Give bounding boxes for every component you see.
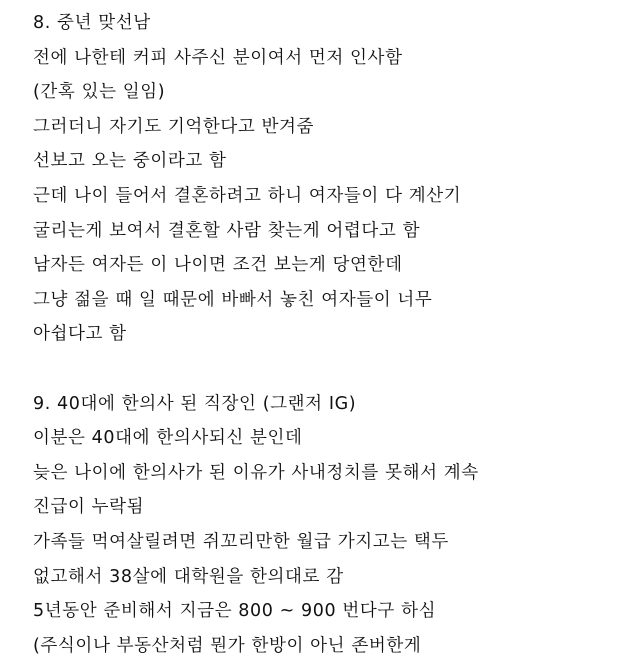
section-8-heading: 8. 중년 맞선남: [33, 13, 151, 33]
section-spacer: [33, 352, 633, 387]
text-line: 남자든 여자든 이 나이면 조건 보는게 당연한데: [33, 255, 403, 276]
text-line: 없고해서 38살에 대학원을 한의대로 감: [33, 566, 344, 587]
section-8: [33, 6, 633, 352]
text-line: 그냥 젊을 때 일 때문에 바빠서 놓친 여자들이 너무: [33, 289, 433, 310]
text-line: (주식이나 부동산처럼 뭔가 한방이 아닌 존버한게: [33, 635, 422, 656]
document-body: [33, 6, 633, 663]
section-9: [33, 387, 633, 663]
section-9-heading: 9. 40대에 한의사 된 직장인 (그랜저 IG): [33, 393, 357, 414]
text-line: (간혹 있는 일임): [33, 82, 166, 103]
text-line: 전에 나한테 커피 사주신 분이여서 먼저 인사함: [33, 47, 403, 68]
text-line: 아쉽다고 함: [33, 324, 127, 345]
text-line: 가족들 먹여살릴려면 쥐꼬리만한 월급 가지고는 택두: [33, 531, 449, 552]
text-line: 이분은 40대에 한의사되신 분인데: [33, 428, 303, 449]
text-line: 늦은 나이에 한의사가 된 이유가 사내정치를 못해서 계속: [33, 462, 479, 483]
text-line: 굴리는게 보여서 결혼할 사람 찾는게 어렵다고 함: [33, 220, 421, 241]
text-line: 선보고 오는 중이라고 함: [33, 151, 227, 172]
text-line: 진급이 누락됨: [33, 497, 145, 518]
text-line: 그러더니 자기도 기억한다고 반겨줌: [33, 116, 315, 137]
text-line: 근데 나이 들어서 결혼하려고 하니 여자들이 다 계산기: [33, 185, 462, 206]
text-line: 5년동안 준비해서 지금은 800 ~ 900 번다구 하심: [33, 601, 437, 622]
